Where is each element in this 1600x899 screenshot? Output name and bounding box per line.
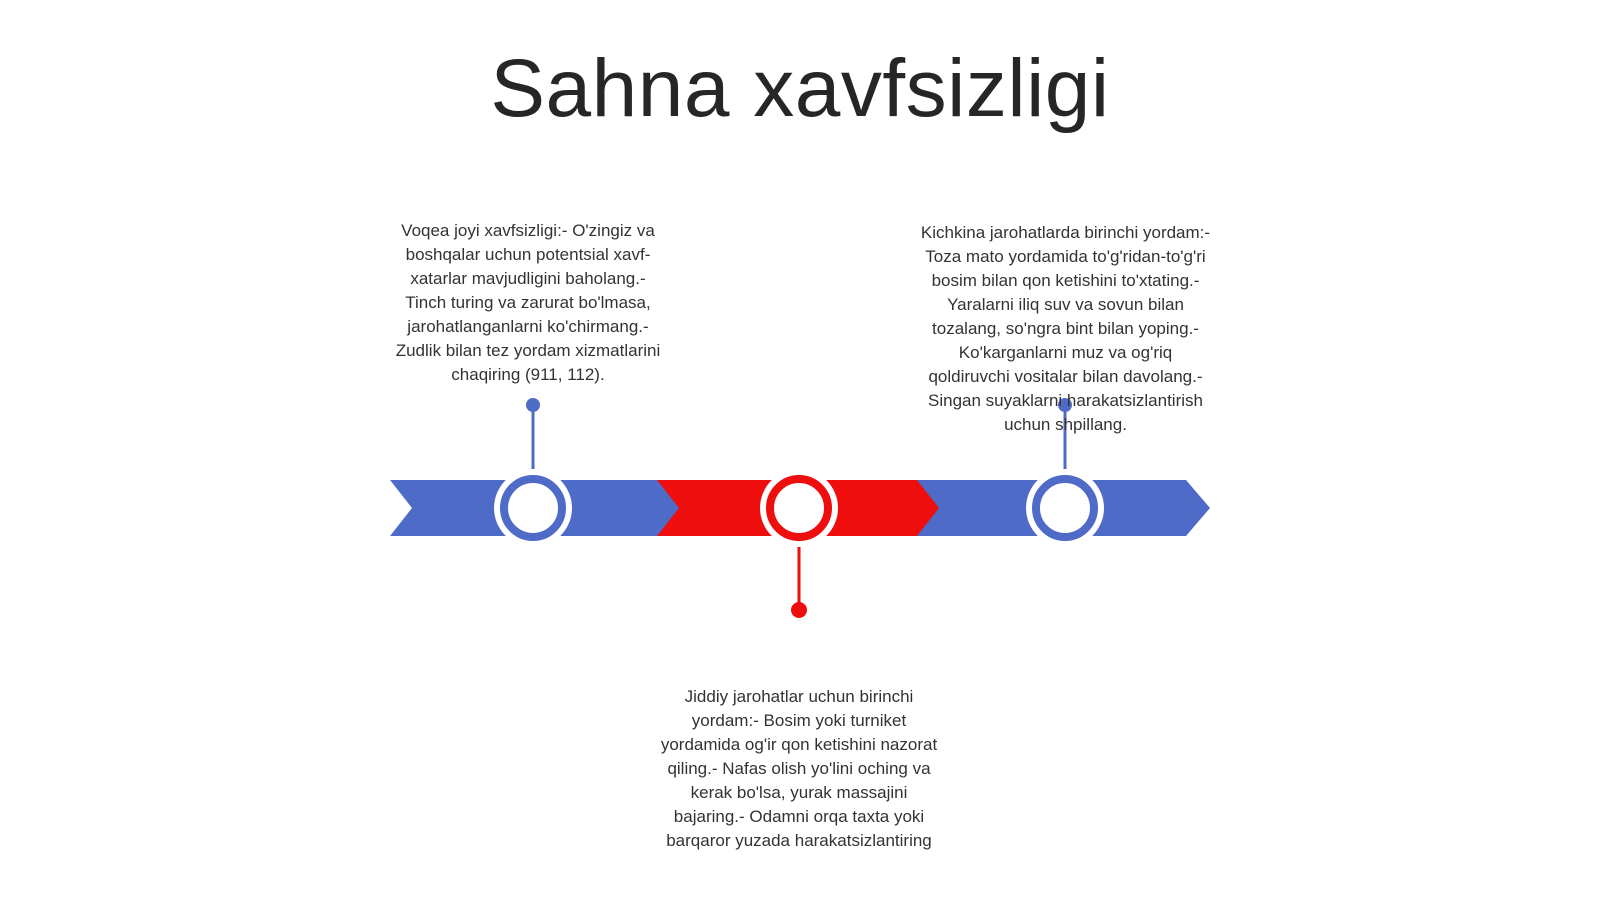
connector-dot-2 <box>791 602 807 618</box>
ring-marker-2 <box>760 469 838 547</box>
step-2-text: Jiddiy jarohatlar uchun birinchi yordam:- Bosim yoki turniket yordamida og'ir qon ketishini nazorat qiling.- Nafas olish yo'lini oching va kerak bo'lsa, yurak massajini bajaring.- Odamni orqa taxta yoki barqaror yuzada harakatsizlantiring <box>660 687 938 850</box>
step-1-text: Voqea joyi xavfsizligi:- O'zingiz va boshqalar uchun potentsial xavf-xatarlar mavjudligini baholang.- Tinch turing va zarurat bo'lmasa, jarohatlanganlarni ko'chirmang.- Zudlik bilan tez yordam xizmatlarini chaqiring (911, 112). <box>395 221 661 384</box>
connector-dot-1 <box>526 398 540 412</box>
ring-marker-3 <box>1026 469 1104 547</box>
step-3-text: Kichkina jarohatlarda birinchi yordam:- Toza mato yordamida to'g'ridan-to'g'ri bosim bilan qon ketishini to'xtating.- Yaralarni iliq suv va sovun bilan tozalang, so'ngra bint bilan yoping.- Ko'karganlarni muz va og'riq qoldiruvchi vositalar bilan davolang.- Singan suyaklarni harakatsizlantirish uchun shpillang. <box>920 223 1211 434</box>
slide-title: Sahna xavfsizligi <box>490 43 1110 134</box>
ring-marker-1 <box>494 469 572 547</box>
